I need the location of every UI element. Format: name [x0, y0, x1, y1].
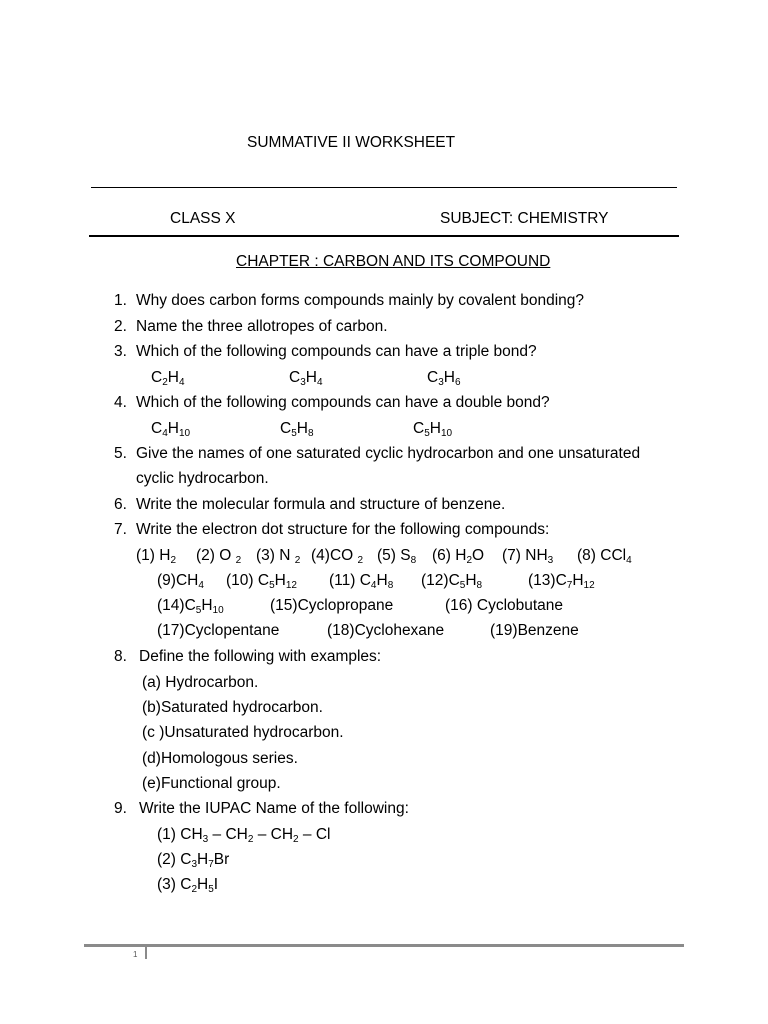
question-number: 1. [114, 292, 127, 309]
question-text: Name the three allotropes of carbon. [136, 318, 388, 335]
question-number: 5. [114, 445, 127, 462]
definition-item: (c )Unsaturated hydrocarbon. [142, 724, 344, 741]
iupac-item: (2) $C_3H_7Br$ [157, 851, 230, 870]
question-text: Write the electron dot structure for the following compounds: [136, 521, 550, 538]
compound-item: (3) N $_2$ [256, 547, 301, 566]
question-text: Why does carbon forms compounds mainly by covalent bonding? [136, 292, 585, 309]
formula-option: $C_3H_4$ [289, 369, 323, 388]
header-divider-top [91, 187, 677, 188]
question-number: 8. [114, 648, 127, 665]
compound-item: (15)Cyclopropane [270, 597, 394, 614]
compound-item: (1) $H_2$ [136, 547, 177, 566]
compound-item: (8) CCl$_4$ [577, 547, 632, 566]
compound-item: (6) $H_2O$ [432, 547, 485, 566]
question-text: Write the molecular formula and structure of benzene. [136, 496, 506, 513]
compound-item: (4)CO $_2$ [311, 547, 364, 566]
question-number: 9. [114, 800, 127, 817]
question-number: 3. [114, 343, 127, 360]
formula-option: $C_5H_8$ [280, 420, 314, 439]
chapter-heading: CHAPTER : CARBON AND ITS COMPOUND [236, 253, 551, 270]
definition-item: (e)Functional group. [142, 775, 281, 792]
question-text-continued: cyclic hydrocarbon. [136, 470, 269, 487]
definition-item: (a) Hydrocarbon. [142, 674, 259, 691]
worksheet-title: SUMMATIVE II WORKSHEET [247, 134, 456, 151]
question-text: Give the names of one saturated cyclic hydrocarbon and one unsaturated [136, 445, 641, 462]
compound-item: $(9)CH_4$ [157, 572, 204, 591]
compound-item: (17)Cyclopentane [157, 622, 280, 639]
compound-item: $(14)C_5H_{10}$ [157, 597, 224, 616]
formula-option: $C_5H_{10}$ [413, 420, 453, 439]
question-text: Which of the following compounds can have a triple bond? [136, 343, 537, 360]
question-text: Define the following with examples: [139, 648, 382, 665]
compound-item: (11) $C_4H_8$ [329, 572, 394, 591]
compound-item: (7) $NH_3$ [502, 547, 554, 566]
compound-item: (2) O $_2$ [196, 547, 242, 566]
formula-option: $C_4H_{10}$ [151, 420, 191, 439]
question-text: Which of the following compounds can have a double bond? [136, 394, 550, 411]
compound-item: (16) Cyclobutane [445, 597, 564, 614]
compound-item: $(13)C_7H_{12}$ [528, 572, 595, 591]
footer-rule [84, 944, 684, 947]
subject-label: SUBJECT: CHEMISTRY [440, 210, 609, 227]
iupac-item: (1) $CH_3 - CH_2 - CH_2$ – Cl [157, 826, 331, 845]
formula-option: $C_2H_4$ [151, 369, 185, 388]
question-number: 4. [114, 394, 127, 411]
formula-option: $C_3H_6$ [427, 369, 461, 388]
definition-item: (d)Homologous series. [142, 750, 298, 767]
header-divider-bottom [89, 235, 679, 237]
iupac-item: (3) $C_2H_5I$ [157, 876, 219, 895]
definition-item: (b)Saturated hydrocarbon. [142, 699, 323, 716]
compound-item: (10) $C_5H_{12}$ [226, 572, 297, 591]
question-number: 2. [114, 318, 127, 335]
class-label: CLASS X [170, 210, 236, 227]
footer-divider [145, 947, 147, 959]
question-number: 6. [114, 496, 127, 513]
page-number: 1 [133, 950, 138, 959]
compound-item: (18)Cyclohexane [327, 622, 445, 639]
compound-item: $(12)C_5H_8$ [421, 572, 483, 591]
compound-item: (5) $S_8$ [377, 547, 417, 566]
compound-item: (19)Benzene [490, 622, 579, 639]
question-number: 7. [114, 521, 127, 538]
question-text: Write the IUPAC Name of the following: [139, 800, 409, 817]
